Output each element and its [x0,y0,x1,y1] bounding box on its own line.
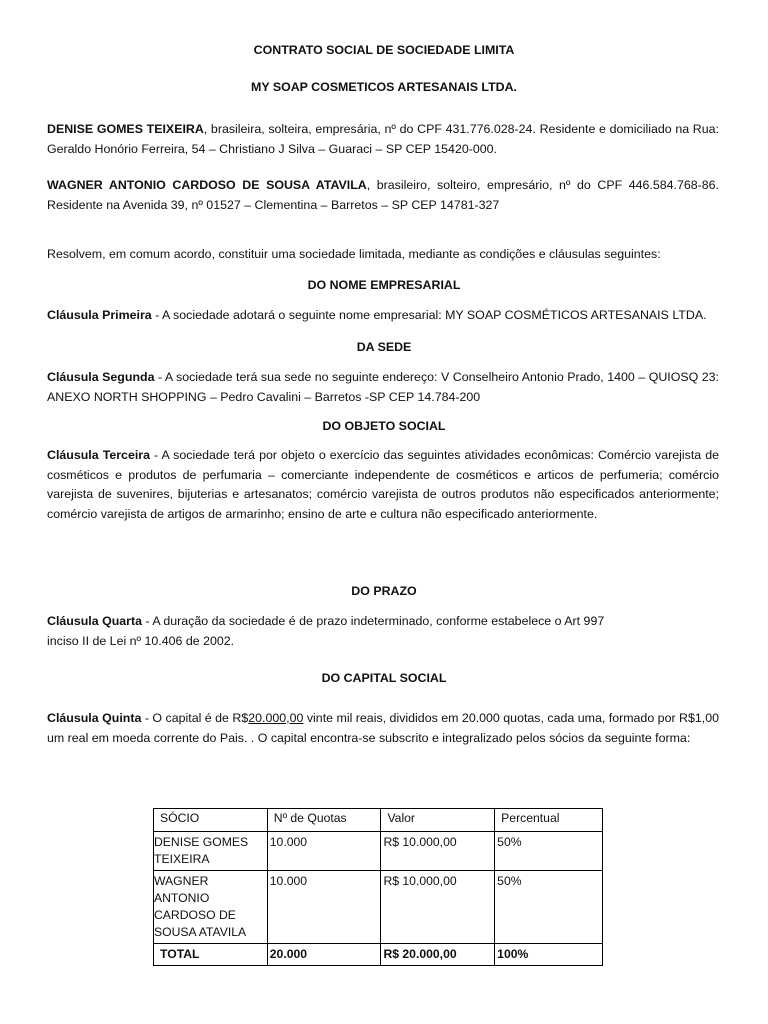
valor-cell: R$ 10.000,00 [381,871,495,944]
section-heading: DO OBJETO SOCIAL [322,419,446,433]
percentual-cell: 50% [495,832,603,871]
column-header: SÓCIO [154,809,268,832]
socio-cell: WAGNER ANTONIO CARDOSO DE SOUSA ATAVILA [154,871,268,944]
clause-text: - O capital é de R$ [141,711,249,725]
clause-text: - A sociedade terá por objeto o exercício das seguintes atividades econômicas: Comércio varejista de cosméticos e produtos de perfumaria – comerciante independente de cosméticos e articos de perfumeria; comércio varejista de suvenires, bijuterias e artesanatos; comércio varejista de outros produtos não especificados anteriormente; comércio varejista de artigos de armarinho; ensino de arte e cultura não especificado anteriormente. [47,448,720,521]
clause-text: vinte mil reais, divididos em 20.000 quotas, cada uma, formado por R$1,00 um real em moeda corrente do Pais. . O capital encontra-se subscrito e integralizado pelos sócios da seguinte forma: [47,711,720,745]
partner-name: DENISE GOMES TEIXEIRA [47,122,204,136]
quotas-cell: 10.000 [267,832,381,871]
total-quotas-cell: 20.000 [267,944,381,966]
table-total-row [154,944,603,966]
table-row [154,832,603,871]
percentual-cell: 50% [495,871,603,944]
total-label-cell: TOTAL [154,944,268,966]
section-heading: DO CAPITAL SOCIAL [321,671,447,685]
clause-paragraph [47,306,719,326]
clause-label: Cláusula Quarta [47,614,143,628]
partner-details: , brasileira, solteira, empresária, nº do CPF 431.776.028-24. Residente e domiciliado na Rua: Geraldo Honório Ferreira, 54 – Christiano J Silva – Guaraci – SP CEP 15420-000. [47,122,719,156]
valor-cell: R$ 10.000,00 [381,832,495,871]
clause-text: - A duração da sociedade é de prazo indeterminado, conforme estabelece o Art 997 [142,614,605,628]
section-heading: DO PRAZO [351,584,417,598]
table-header-row [154,809,603,832]
company-header: MY SOAP COSMETICOS ARTESANAIS LTDA. [251,80,517,94]
clause-text: - A sociedade terá sua sede no seguinte endereço: V Conselheiro Antonio Prado, 1400 – QUIOSQ 23: ANEXO NORTH SHOPPING – Pedro Cavalini – Barretos -SP CEP 14.784-200 [47,370,719,404]
total-percentual-cell: 100% [495,944,603,966]
clause-label: Cláusula Quinta [47,711,142,725]
section-heading: DO NOME EMPRESARIAL [307,278,461,292]
intro-paragraph: Resolvem, em comum acordo, constituir uma sociedade limitada, mediante as condições e cláusulas seguintes: [47,247,661,261]
quotas-cell: 10.000 [267,871,381,944]
clause-paragraph [47,446,719,524]
clause-label: Cláusula Terceira [47,448,150,462]
partner-details: , brasileiro, solteiro, empresário, nº do CPF 446.584.768-86. Residente na Avenida 39, nº 01527 – Clementina – Barretos – SP CEP 14781-327 [47,178,719,212]
clause-label: Cláusula Primeira [47,308,152,322]
clause-paragraph [47,368,719,407]
partner-paragraph [47,120,719,159]
clause-label: Cláusula Segunda [47,370,155,384]
clause-text: - A sociedade adotará o seguinte nome empresarial: MY SOAP COSMÉTICOS ARTESANAIS LTDA. [151,308,707,322]
total-valor-cell: R$ 20.000,00 [381,944,495,966]
document-title: CONTRATO SOCIAL DE SOCIEDADE LIMITA [253,43,515,57]
clause-paragraph [47,709,719,748]
partner-paragraph [47,176,719,215]
table-row [154,871,603,944]
clause-paragraph [47,612,719,651]
socio-cell: DENISE GOMES TEIXEIRA [154,832,268,871]
column-header: Valor [381,809,495,832]
column-header: Nº de Quotas [267,809,381,832]
clause-text: inciso II de Lei nº 10.406 de 2002. [47,633,235,648]
quota-table [153,808,603,966]
section-heading: DA SEDE [356,340,412,354]
capital-amount: 20.000,00 [248,711,304,725]
partner-name: WAGNER ANTONIO CARDOSO DE SOUSA ATAVILA [47,178,367,192]
column-header: Percentual [495,809,603,832]
